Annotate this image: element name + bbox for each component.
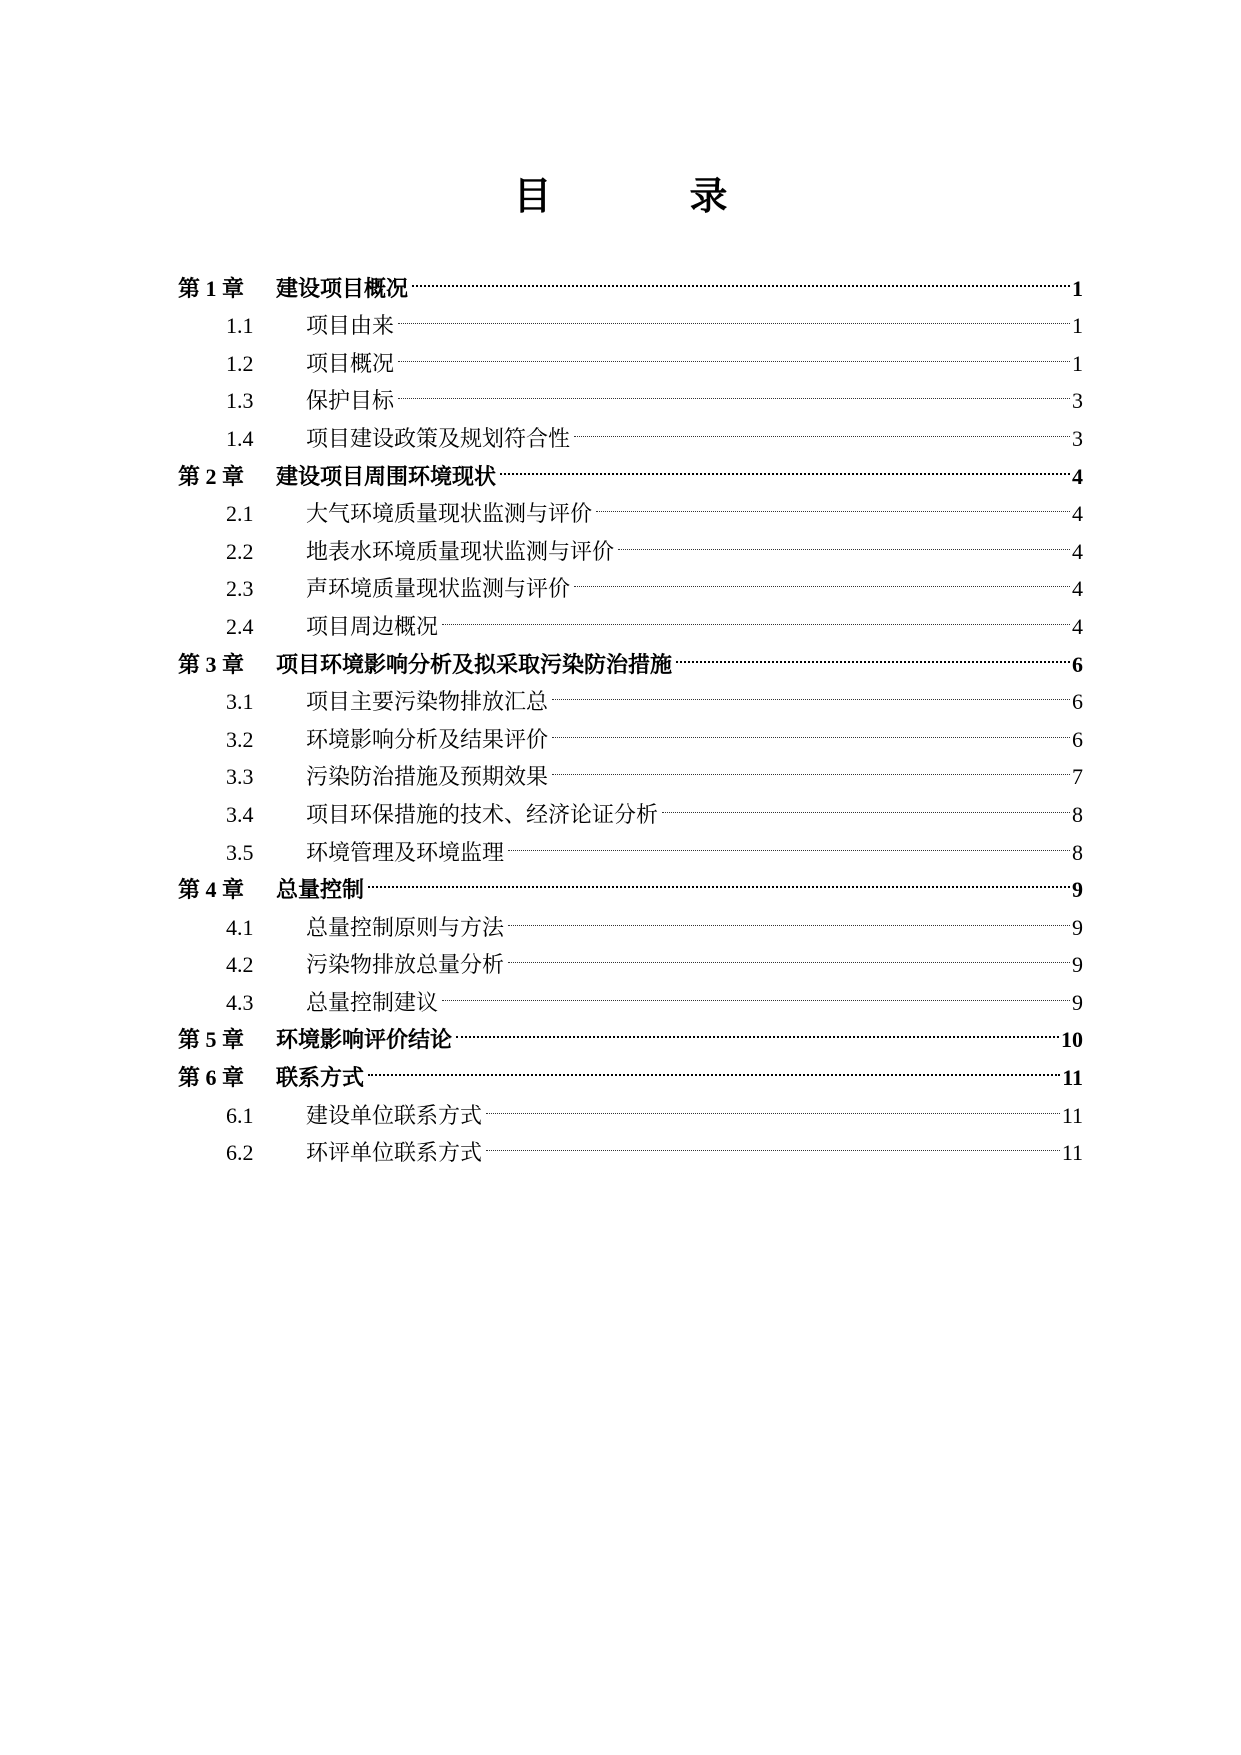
toc-dot-leader xyxy=(442,972,1070,1010)
toc-dot-leader xyxy=(508,935,1070,973)
toc-entry-number: 第 1 章 xyxy=(178,275,245,301)
toc-entry-label: 联系方式 xyxy=(276,1065,365,1091)
toc-entry-number: 第 2 章 xyxy=(178,463,245,489)
toc-entry-label: 项目周边概况 xyxy=(306,613,439,639)
toc-dot-leader xyxy=(398,333,1070,371)
toc-entry-label: 地表水环境质量现状监测与评价 xyxy=(306,538,615,564)
toc-entry-number: 3.1 xyxy=(226,689,254,715)
toc-entry-number: 第 6 章 xyxy=(178,1065,245,1091)
toc-entry-number: 4.1 xyxy=(226,914,254,940)
toc-entry-number: 6.2 xyxy=(226,1140,254,1166)
toc-entry-number: 1.2 xyxy=(226,350,254,376)
toc-dot-leader xyxy=(486,1123,1060,1161)
toc-entry-number: 2.2 xyxy=(226,538,254,564)
toc-page-number: 6 xyxy=(1072,689,1083,715)
toc-page-number: 1 xyxy=(1072,350,1083,376)
toc-page-number: 9 xyxy=(1072,989,1083,1015)
toc-entry-label: 建设单位联系方式 xyxy=(306,1102,483,1128)
toc-entry-number: 1.1 xyxy=(226,313,254,339)
toc-entry-label: 环境影响评价结论 xyxy=(276,1027,453,1053)
toc-entry-label: 建设项目概况 xyxy=(276,275,409,301)
toc-entry-label: 总量控制 xyxy=(276,877,365,903)
toc-dot-leader xyxy=(456,1010,1059,1048)
toc-entry-number: 4.2 xyxy=(226,952,254,978)
toc-dot-leader xyxy=(574,408,1070,446)
toc-entry-label: 项目概况 xyxy=(306,350,395,376)
toc-page-number: 6 xyxy=(1072,726,1083,752)
toc-page-number: 8 xyxy=(1072,839,1083,865)
toc-page-number: 4 xyxy=(1072,576,1083,602)
toc-entry-number: 第 4 章 xyxy=(178,877,245,903)
toc-entry-number: 2.1 xyxy=(226,501,254,527)
toc-dot-leader xyxy=(552,747,1070,785)
toc-entry-label: 建设项目周围环境现状 xyxy=(276,463,497,489)
toc-entry-label: 总量控制原则与方法 xyxy=(306,914,505,940)
toc-dot-leader xyxy=(500,446,1070,484)
toc-page-number: 4 xyxy=(1072,538,1083,564)
toc-entry-label: 污染物排放总量分析 xyxy=(306,952,505,978)
toc-entry-label: 环境管理及环境监理 xyxy=(306,839,505,865)
toc-dot-leader xyxy=(662,784,1070,822)
toc-entry-number: 1.3 xyxy=(226,388,254,414)
toc-entry-label: 大气环境质量现状监测与评价 xyxy=(306,501,593,527)
toc-entry-number: 3.2 xyxy=(226,726,254,752)
toc-dot-leader xyxy=(552,709,1070,747)
toc-dot-leader xyxy=(398,371,1070,409)
toc-page-number: 11 xyxy=(1061,1140,1083,1166)
toc-dot-leader xyxy=(368,860,1070,898)
toc-title: 目 录 xyxy=(513,176,778,218)
toc-page-number: 9 xyxy=(1072,952,1083,978)
toc-entry-number: 第 5 章 xyxy=(178,1027,245,1053)
toc-entry-number: 3.4 xyxy=(226,801,254,827)
toc-entry-number: 2.4 xyxy=(226,613,254,639)
toc-entry-number: 2.3 xyxy=(226,576,254,602)
toc-page-number: 1 xyxy=(1072,313,1083,339)
toc-page-number: 3 xyxy=(1072,388,1083,414)
toc-dot-leader xyxy=(398,296,1070,334)
toc-entry-label: 项目环保措施的技术、经济论证分析 xyxy=(306,801,659,827)
toc-dot-leader xyxy=(574,559,1070,597)
toc-entry-number: 4.3 xyxy=(226,989,254,1015)
toc-page-number: 4 xyxy=(1072,463,1083,489)
toc-dot-leader xyxy=(508,822,1070,860)
toc-list xyxy=(178,258,1083,1166)
toc-page-number: 10 xyxy=(1061,1027,1083,1053)
toc-entry-number: 第 3 章 xyxy=(178,651,245,677)
toc-entry-label: 环评单位联系方式 xyxy=(306,1140,483,1166)
toc-dot-leader xyxy=(442,596,1070,634)
toc-page-number: 8 xyxy=(1072,801,1083,827)
toc-page-number: 6 xyxy=(1072,651,1083,677)
toc-dot-leader xyxy=(618,521,1070,559)
toc-page-number: 4 xyxy=(1072,613,1083,639)
toc-entry-number: 3.5 xyxy=(226,839,254,865)
toc-entry-label: 项目主要污染物排放汇总 xyxy=(306,689,549,715)
toc-dot-leader xyxy=(368,1047,1060,1085)
toc-entry-label: 污染防治措施及预期效果 xyxy=(306,764,549,790)
toc-page-number: 11 xyxy=(1061,1102,1083,1128)
toc-chapter-entry[interactable] xyxy=(178,258,1083,301)
toc-page-number: 1 xyxy=(1072,275,1083,301)
toc-entry-label: 项目环境影响分析及拟采取污染防治措施 xyxy=(276,651,673,677)
toc-entry-label: 保护目标 xyxy=(306,388,395,414)
toc-entry-number: 3.3 xyxy=(226,764,254,790)
toc-entry-label: 总量控制建议 xyxy=(306,989,439,1015)
toc-page-number: 3 xyxy=(1072,425,1083,451)
toc-dot-leader xyxy=(552,672,1070,710)
toc-dot-leader xyxy=(676,634,1070,672)
toc-page-number: 11 xyxy=(1062,1065,1083,1091)
toc-entry-number: 6.1 xyxy=(226,1102,254,1128)
toc-dot-leader xyxy=(508,897,1070,935)
toc-dot-leader xyxy=(596,484,1070,522)
toc-page-number: 7 xyxy=(1072,764,1083,790)
toc-dot-leader xyxy=(412,258,1070,296)
toc-entry-label: 声环境质量现状监测与评价 xyxy=(306,576,571,602)
toc-dot-leader xyxy=(486,1085,1060,1123)
toc-entry-label: 项目建设政策及规划符合性 xyxy=(306,425,571,451)
toc-entry-number: 1.4 xyxy=(226,425,254,451)
toc-entry-label: 环境影响分析及结果评价 xyxy=(306,726,549,752)
toc-page-number: 9 xyxy=(1072,914,1083,940)
toc-page-number: 9 xyxy=(1072,877,1083,903)
toc-page-number: 4 xyxy=(1072,501,1083,527)
toc-entry-label: 项目由来 xyxy=(306,313,395,339)
